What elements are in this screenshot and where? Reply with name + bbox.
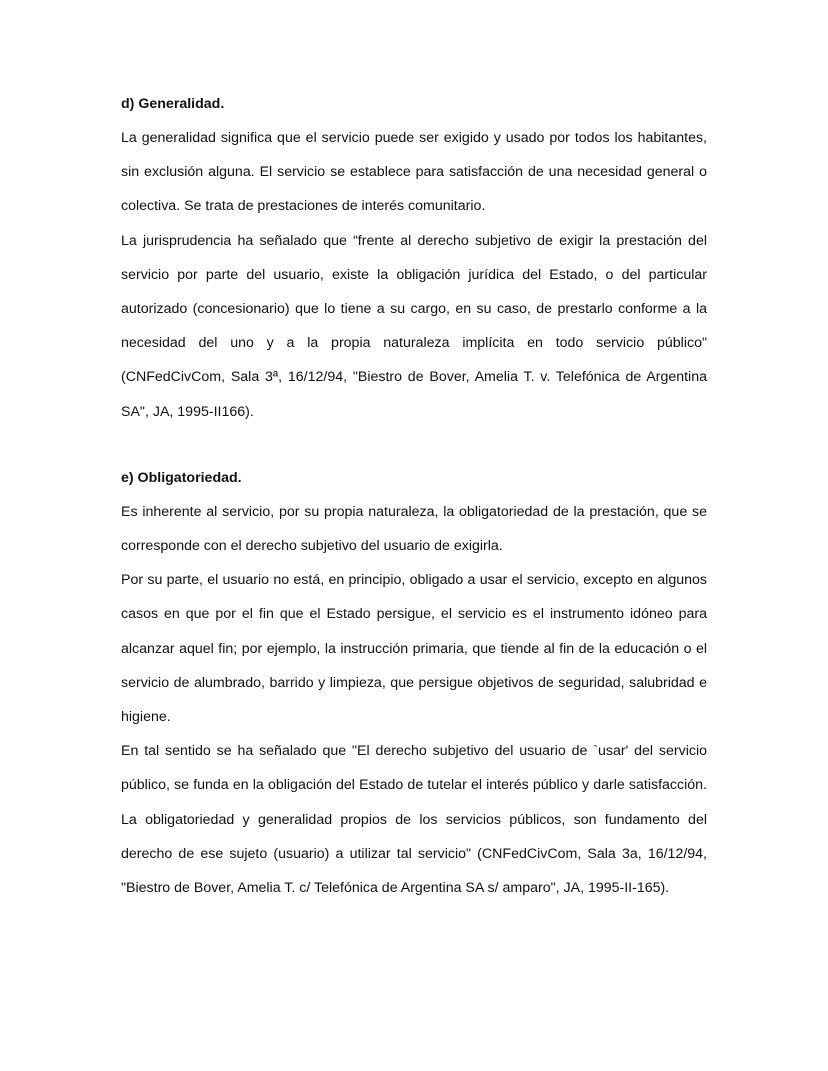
paragraph: Es inherente al servicio, por su propia naturaleza, la obligatoriedad de la prestación, que se corresponde con el derecho subjetivo del usuario de exigirla. <box>121 503 707 555</box>
section-heading: e) Obligatoriedad. <box>121 469 242 486</box>
paragraph: La jurisprudencia ha señalado que “frente al derecho subjetivo de exigir la prestación del servicio por parte del usuario, existe la obligación jurídica del Estado, o del particular autorizado (concesionario) que lo tiene a su cargo, en su caso, de prestarlo conforme a la necesidad del uno y a la propia naturaleza implícita en todo servicio público" (CNFedCivCom, Sala 3ª, 16/12/94, "Biestro de Bover, Amelia T. v. Telefónica de Argentina SA", JA, 1995-II166). <box>121 232 707 420</box>
section-spacer <box>121 429 707 468</box>
section-generalidad <box>121 94 707 429</box>
paragraph: Por su parte, el usuario no está, en principio, obligado a usar el servicio, excepto en algunos casos en que por el fin que el Estado persigue, el servicio es el instrumento idóneo para alcanzar aquel fin; por ejemplo, la instrucción primaria, que tiende al fin de la educación o el servicio de alumbrado, barrido y limpieza, que persigue objetivos de seguridad, salubridad e higiene. <box>121 572 707 726</box>
section-heading: d) Generalidad. <box>121 96 225 112</box>
document-page <box>121 94 707 905</box>
section-obligatoriedad <box>121 468 707 905</box>
paragraph: La generalidad significa que el servicio puede ser exigido y usado por todos los habitantes, sin exclusión alguna. El servicio se establece para satisfacción de una necesidad general o colectiva. Se trata de prestaciones de interés comunitario. <box>121 130 707 215</box>
paragraph: En tal sentido se ha señalado que "El derecho subjetivo del usuario de `usar' del servicio público, se funda en la obligación del Estado de tutelar el interés público y darle satisfacción. La obligatoriedad y generalidad propios de los servicios públicos, son fundamento del derecho de ese sujeto (usuario) a utilizar tal servicio" (CNFedCivCom, Sala 3a, 16/12/94, "Biestro de Bover, Amelia T. c/ Telefónica de Argentina SA s/ amparo", JA, 1995-II-165). <box>121 743 707 897</box>
